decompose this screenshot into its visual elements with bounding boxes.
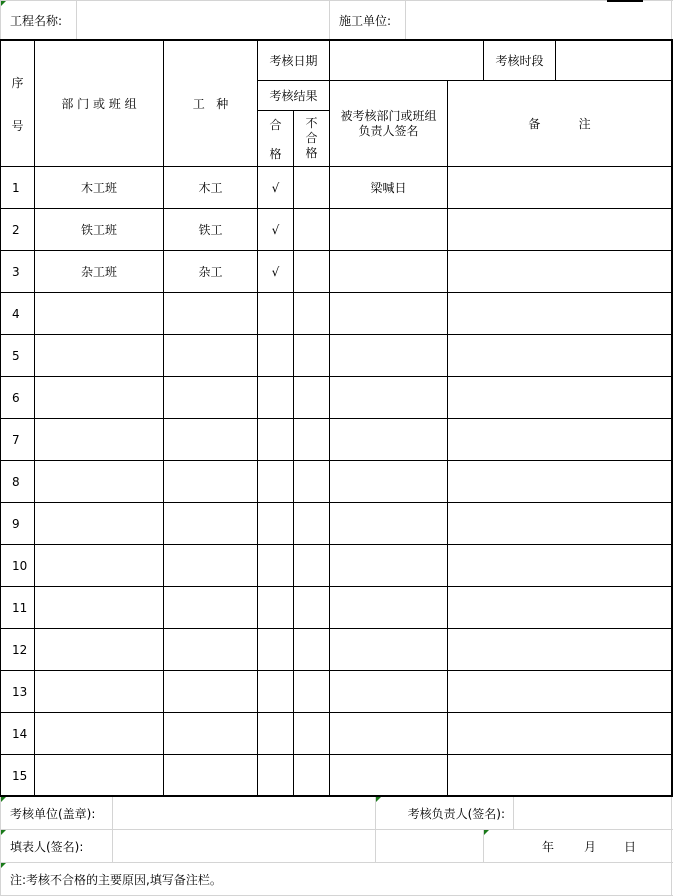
exam-unit-field[interactable] <box>113 797 375 829</box>
trade-cell[interactable]: 木工 <box>198 181 223 195</box>
signature-cell[interactable] <box>330 713 447 754</box>
header-pass-bottom: 格 <box>269 146 282 161</box>
date-field[interactable] <box>484 830 671 862</box>
signature-cell[interactable] <box>330 503 447 544</box>
filler-label: 填表人(签名): <box>10 839 84 854</box>
remark-cell[interactable] <box>448 209 671 250</box>
seq-cell: 6 <box>12 390 20 405</box>
seq-cell: 7 <box>12 432 20 447</box>
construction-unit-label: 施工单位: <box>339 13 392 28</box>
remark-cell[interactable] <box>448 755 671 796</box>
department-cell[interactable] <box>35 671 163 712</box>
pass-cell[interactable]: √ <box>271 222 280 237</box>
pass-cell[interactable] <box>258 671 293 712</box>
header-exam-period-label: 考核时段 <box>495 54 544 68</box>
fail-cell[interactable] <box>294 671 329 712</box>
remark-cell[interactable] <box>448 461 671 502</box>
signature-cell[interactable] <box>330 545 447 586</box>
header-remarks: 备 注 <box>528 117 591 131</box>
trade-cell[interactable]: 杂工 <box>198 265 223 279</box>
signature-cell[interactable] <box>330 377 447 418</box>
construction-unit-field[interactable] <box>406 0 671 40</box>
fail-cell[interactable] <box>294 629 329 670</box>
remark-cell[interactable] <box>448 713 671 754</box>
department-cell[interactable] <box>35 629 163 670</box>
trade-cell[interactable] <box>164 377 257 418</box>
signature-cell[interactable] <box>330 629 447 670</box>
remark-cell[interactable] <box>448 587 671 628</box>
department-cell[interactable] <box>35 293 163 334</box>
header-pass-top: 合 <box>269 117 282 132</box>
pass-cell[interactable] <box>258 755 293 796</box>
department-cell[interactable] <box>35 419 163 460</box>
trade-cell[interactable] <box>164 713 257 754</box>
trade-cell[interactable] <box>164 629 257 670</box>
trade-cell[interactable] <box>164 503 257 544</box>
date-year: 年 <box>542 839 555 854</box>
filler-field[interactable] <box>113 830 483 862</box>
pass-cell[interactable] <box>258 587 293 628</box>
trade-cell[interactable] <box>164 587 257 628</box>
pass-cell[interactable] <box>258 419 293 460</box>
fail-cell[interactable] <box>294 755 329 796</box>
fail-cell[interactable] <box>294 335 329 376</box>
header-seq-bottom: 号 <box>11 118 24 133</box>
pass-cell[interactable]: √ <box>271 180 280 195</box>
header-fail-1: 不 <box>305 116 318 130</box>
header-pass <box>258 111 293 166</box>
department-cell[interactable] <box>35 335 163 376</box>
trade-cell[interactable] <box>164 461 257 502</box>
remark-cell[interactable] <box>448 419 671 460</box>
seq-cell: 15 <box>12 768 28 783</box>
fail-cell[interactable] <box>294 461 329 502</box>
remark-cell[interactable] <box>448 629 671 670</box>
department-cell[interactable]: 铁工班 <box>80 223 117 237</box>
header-fail-3: 格 <box>305 146 318 160</box>
trade-cell[interactable] <box>164 335 257 376</box>
department-cell[interactable] <box>35 503 163 544</box>
trade-cell[interactable] <box>164 419 257 460</box>
header-signature: 被考核部门或班组负责人签名 <box>340 108 437 138</box>
department-cell[interactable] <box>35 755 163 796</box>
header-trade: 工 种 <box>192 97 229 111</box>
header-department: 部 门 或 班 组 <box>61 97 137 111</box>
signature-cell[interactable]: 梁喊日 <box>370 181 407 195</box>
exam-unit-label: 考核单位(盖章): <box>10 806 96 821</box>
date-month: 月 <box>584 839 597 854</box>
department-cell[interactable]: 木工班 <box>80 181 117 195</box>
signature-cell[interactable] <box>330 671 447 712</box>
signature-cell[interactable] <box>330 419 447 460</box>
signature-cell[interactable] <box>330 461 447 502</box>
trade-cell[interactable] <box>164 293 257 334</box>
trade-cell[interactable] <box>164 545 257 586</box>
fail-cell[interactable] <box>294 377 329 418</box>
trade-cell[interactable]: 铁工 <box>198 223 223 237</box>
footer-note: 注:考核不合格的主要原因,填写备注栏。 <box>10 872 222 887</box>
seq-cell: 1 <box>12 180 20 195</box>
remark-cell[interactable] <box>448 251 671 292</box>
exam-owner-field[interactable] <box>514 797 671 829</box>
fail-cell[interactable] <box>294 251 329 292</box>
department-cell[interactable] <box>35 713 163 754</box>
remark-cell[interactable] <box>448 377 671 418</box>
department-cell[interactable] <box>35 377 163 418</box>
exam-period-field[interactable] <box>556 41 671 80</box>
fail-cell[interactable] <box>294 209 329 250</box>
pass-cell[interactable] <box>258 629 293 670</box>
fail-cell[interactable] <box>294 419 329 460</box>
fail-cell[interactable] <box>294 713 329 754</box>
exam-owner-label: 考核负责人(签名): <box>407 806 505 821</box>
header-fail <box>294 111 329 166</box>
seq-cell: 12 <box>12 642 28 657</box>
department-cell[interactable] <box>35 545 163 586</box>
pass-cell[interactable] <box>258 377 293 418</box>
department-cell[interactable] <box>35 587 163 628</box>
remark-cell[interactable] <box>448 293 671 334</box>
pass-cell[interactable] <box>258 713 293 754</box>
header-exam-date-label: 考核日期 <box>269 54 318 68</box>
seq-cell: 14 <box>12 726 28 741</box>
seq-cell: 3 <box>12 264 20 279</box>
seq-cell: 9 <box>12 516 20 531</box>
pass-cell[interactable] <box>258 293 293 334</box>
department-cell[interactable]: 杂工班 <box>80 265 117 279</box>
remark-cell[interactable] <box>448 167 671 208</box>
project-name-field[interactable] <box>77 0 329 40</box>
fail-cell[interactable] <box>294 545 329 586</box>
trade-cell[interactable] <box>164 755 257 796</box>
seq-cell: 13 <box>12 684 28 699</box>
fail-cell[interactable] <box>294 503 329 544</box>
signature-cell[interactable] <box>330 209 447 250</box>
header-seq <box>1 41 34 166</box>
pass-cell[interactable]: √ <box>271 264 280 279</box>
seq-cell: 11 <box>12 600 28 615</box>
header-result-label: 考核结果 <box>269 89 318 103</box>
signature-cell[interactable] <box>330 335 447 376</box>
project-name-label: 工程名称: <box>10 13 63 28</box>
pass-cell[interactable] <box>258 545 293 586</box>
seq-cell: 4 <box>12 306 20 321</box>
pass-cell[interactable] <box>258 461 293 502</box>
remark-cell[interactable] <box>448 671 671 712</box>
seq-cell: 2 <box>12 222 20 237</box>
department-cell[interactable] <box>35 461 163 502</box>
seq-cell: 8 <box>12 474 20 489</box>
fail-cell[interactable] <box>294 587 329 628</box>
trade-cell[interactable] <box>164 671 257 712</box>
header-seq-top: 序 <box>11 75 24 90</box>
seq-cell: 5 <box>12 348 20 363</box>
signature-cell[interactable] <box>330 251 447 292</box>
header-fail-2: 合 <box>305 131 318 145</box>
signature-cell[interactable] <box>330 587 447 628</box>
fail-cell[interactable] <box>294 293 329 334</box>
exam-date-field[interactable] <box>330 41 483 80</box>
signature-cell[interactable] <box>330 293 447 334</box>
remark-cell[interactable] <box>448 545 671 586</box>
pass-cell[interactable] <box>258 503 293 544</box>
remark-cell[interactable] <box>448 335 671 376</box>
signature-cell[interactable] <box>330 755 447 796</box>
fail-cell[interactable] <box>294 167 329 208</box>
pass-cell[interactable] <box>258 335 293 376</box>
remark-cell[interactable] <box>448 503 671 544</box>
seq-cell: 10 <box>12 558 28 573</box>
date-day: 日 <box>624 839 637 854</box>
